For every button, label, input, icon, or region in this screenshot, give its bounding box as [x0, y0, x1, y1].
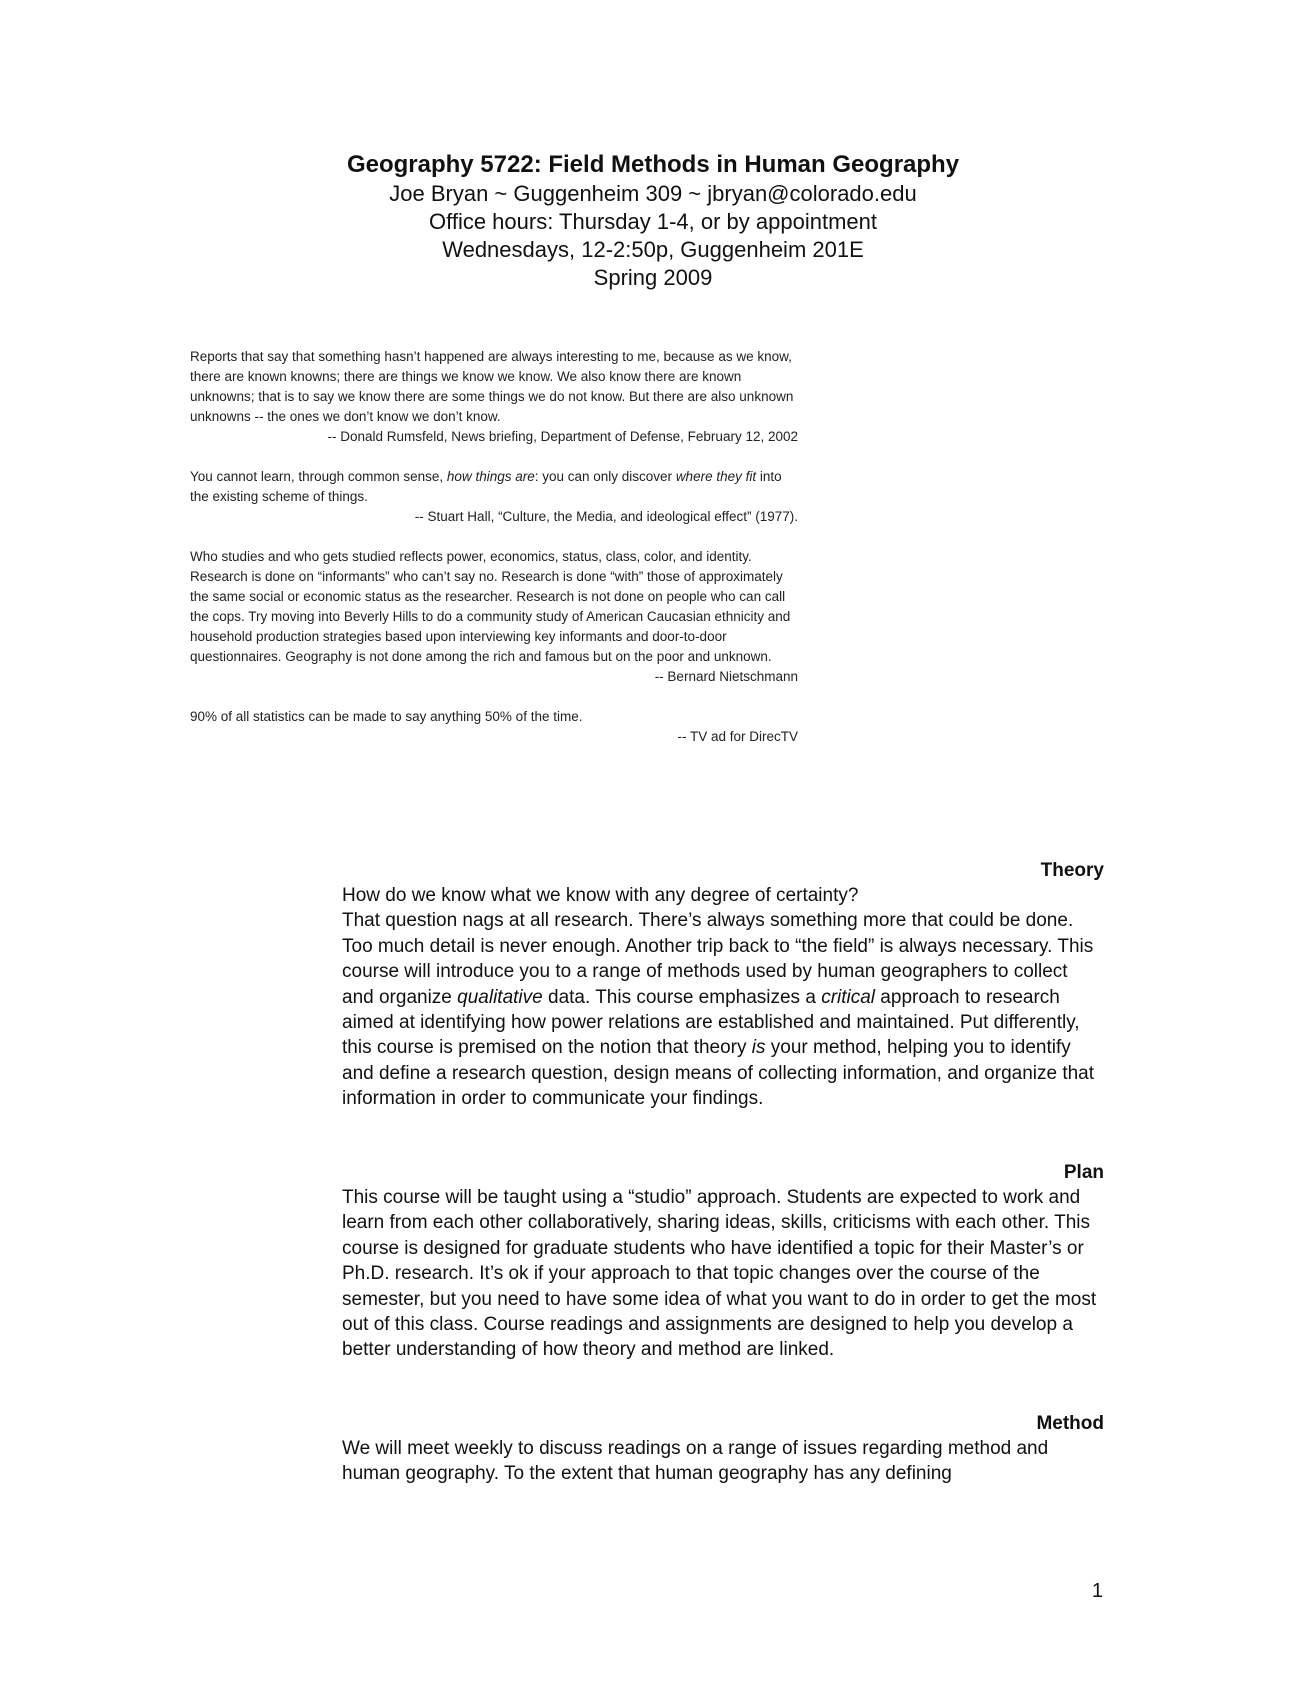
- theory-question: How do we know what we know with any degree of certainty?: [342, 885, 859, 906]
- epigraph-hall: [190, 467, 798, 527]
- epigraph-text: You cannot learn, through common sense, how things are: you can only discover where they fit into the existing scheme of things.: [190, 469, 782, 504]
- epigraph-attribution: -- Bernard Nietschmann: [654, 669, 798, 684]
- epigraph-rumsfeld: [190, 347, 798, 447]
- epigraph-nietschmann: [190, 547, 798, 687]
- syllabus-header: [0, 150, 1306, 292]
- epigraph-attribution: -- TV ad for DirecTV: [677, 729, 798, 744]
- section-theory: [342, 858, 1104, 1112]
- section-heading: Theory: [1040, 860, 1104, 881]
- course-title: Geography 5722: Field Methods in Human Geography: [346, 151, 960, 178]
- section-method: [342, 1411, 1104, 1487]
- meeting-time: Wednesdays, 12-2:50p, Guggenheim 201E: [442, 237, 864, 262]
- epigraphs: [190, 347, 798, 767]
- method-body: We will meet weekly to discuss readings on a range of issues regarding method and human geography. To the extent that human geography has any defining: [342, 1438, 1049, 1485]
- section-plan: [342, 1160, 1104, 1363]
- page-number: 1: [1091, 1580, 1103, 1602]
- epigraph-text: Reports that say that something hasn’t happened are always interesting to me, because as we know, there are known knowns; there are things we know we know. We also know there are known unknowns; that is to say we know there are some things we do not know. But there are also unknown unknowns -- the ones we don’t know we don’t know.: [190, 349, 794, 424]
- section-heading: Plan: [1063, 1162, 1104, 1183]
- epigraph-attribution: -- Stuart Hall, “Culture, the Media, and ideological effect” (1977).: [414, 509, 798, 524]
- section-heading: Method: [1036, 1413, 1104, 1434]
- epigraph-directv: [190, 707, 798, 747]
- plan-body: This course will be taught using a “studio” approach. Students are expected to work and learn from each other collaboratively, sharing ideas, skills, criticisms with each other. This course is designed for graduate students who have identified a topic for their Master’s or Ph.D. research. It’s ok if your approach to that topic changes over the course of the semester, but you need to have some idea of what you want to do in order to get the most out of this class. Course readings and assignments are designed to help you develop a better understanding of how theory and method are linked.: [342, 1187, 1097, 1361]
- instructor-line: Joe Bryan ~ Guggenheim 309 ~ jbryan@colorado.edu: [389, 181, 917, 206]
- epigraph-attribution: -- Donald Rumsfeld, News briefing, Department of Defense, February 12, 2002: [327, 429, 798, 444]
- epigraph-text: Who studies and who gets studied reflects power, economics, status, class, color, and identity. Research is done on “informants” who can’t say no. Research is done “with” those of approximately the same social or economic status as the researcher. Research is not done on people who can call the cops. Try moving into Beverly Hills to do a community study of American Caucasian ethnicity and household production strategies based upon interviewing key informants and door-to-door questionnaires. Geography is not done among the rich and famous but on the poor and unknown.: [190, 549, 791, 664]
- theory-body: That question nags at all research. There’s always something more that could be done. Too much detail is never enough. Another trip back to “the field” is always necessary. This course will introduce you to a range of methods used by human geographers to collect and organize qualitative data. This course emphasizes a critical approach to research aimed at identifying how power relations are established and maintained. Put differently, this course is premised on the notion that theory is your method, helping you to identify and define a research question, design means of collecting information, and organize that information in order to communicate your findings.: [342, 910, 1095, 1110]
- epigraph-text: 90% of all statistics can be made to say anything 50% of the time.: [190, 709, 583, 724]
- term: Spring 2009: [593, 265, 713, 290]
- office-hours: Office hours: Thursday 1-4, or by appointment: [429, 209, 877, 234]
